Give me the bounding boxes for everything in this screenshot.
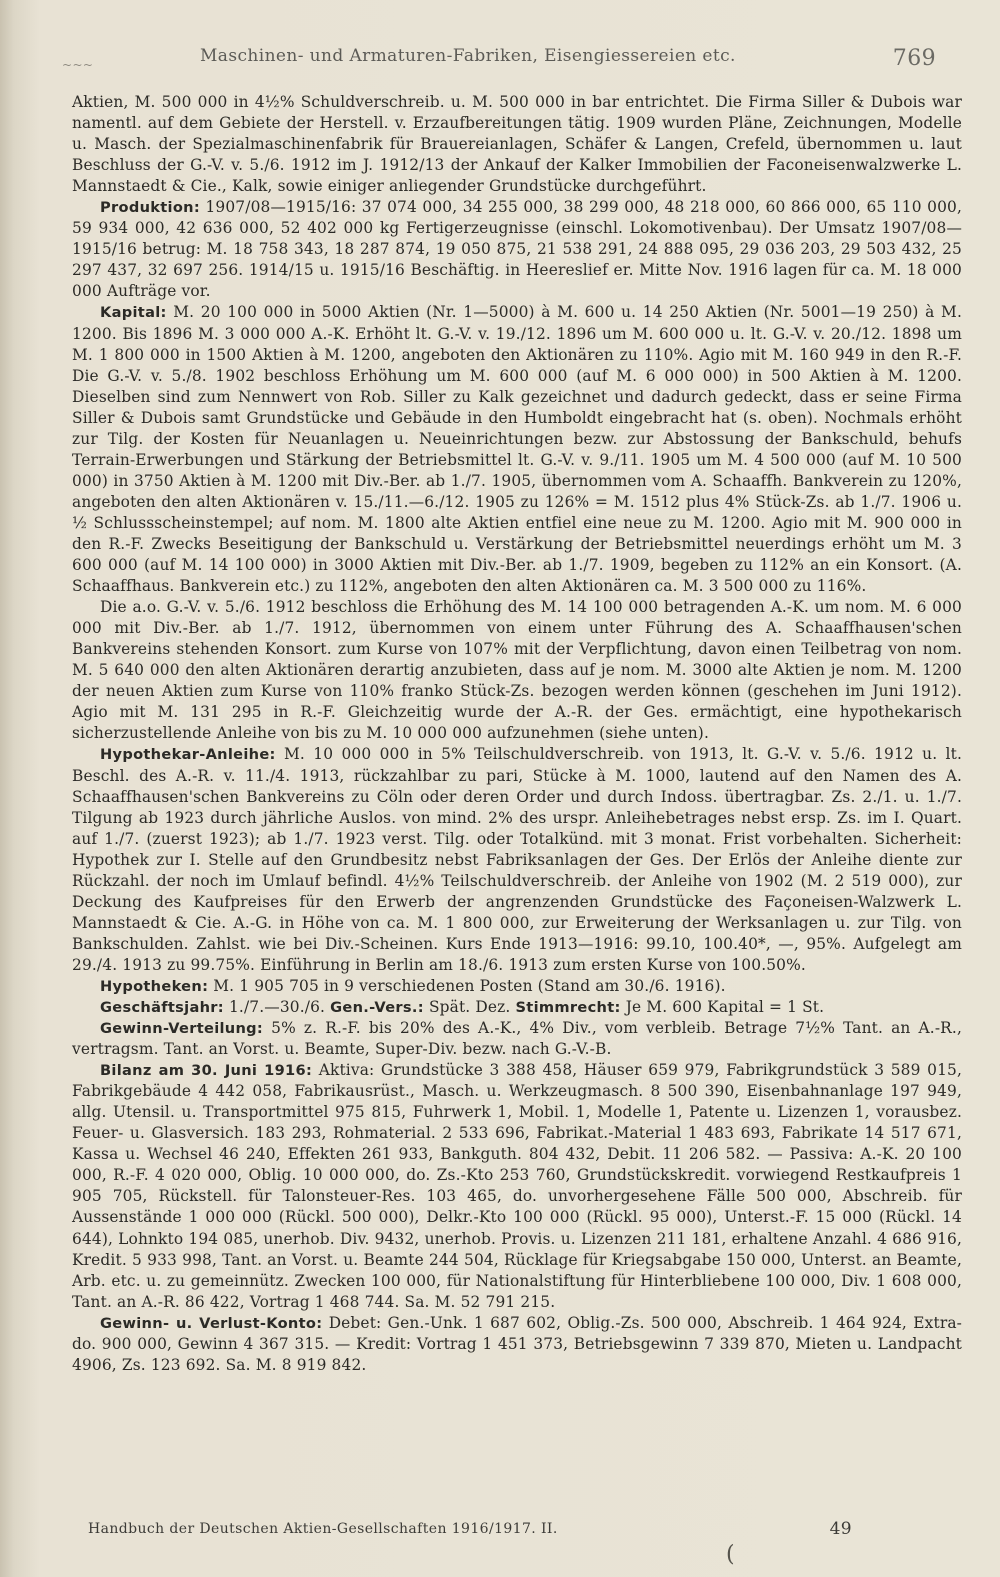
paragraph-history bbox=[72, 92, 962, 197]
corner-mark: ~~~ bbox=[62, 58, 94, 72]
document-body bbox=[72, 92, 962, 1376]
section-label: Produktion: bbox=[100, 199, 200, 217]
section-label: Geschäftsjahr: bbox=[100, 999, 224, 1017]
sheet-number: 49 bbox=[829, 1519, 852, 1539]
paragraph-text: M. 20 100 000 in 5000 Aktien (Nr. 1—5000) à M. 600 u. 14 250 Aktien (Nr. 5001—19 250) à M. 1200. Bis 1896 M. 3 000 000 A.-K. Erhöht lt. G.-V. v. 19./12. 1896 um M. 600 000 u. lt. G.-V. v. 20./12. 1898 um M. 1 800 000 in 1500 Aktien à M. 1200, angeboten den Aktionären zu 110%. Agio mit M. 160 949 in den R.-F. Die G.-V. v. 5./8. 1902 beschloss Erhöhung um M. 600 000 (auf M. 6 000 000) in 500 Aktien à M. 1200. Dieselben sind zum Nennwert von Rob. Siller zu Kalk gezeichnet und dadurch gedeckt, dass er seine Firma Siller & Dubois samt Grundstücke und Gebäude in den Humboldt eingebracht hat (s. oben). Nochmals erhöht zur Tilg. der Kosten für Neuanlagen u. Neueinrichtungen bezw. zur Abstossung der Bankschuld, behufs Terrain-Erwerbungen und Stärkung der Betriebsmittel lt. G.-V. v. 9./11. 1905 um M. 4 500 000 (auf M. 10 500 000) in 3750 Aktien à M. 1200 mit Div.-Ber. ab 1./7. 1905, übernommen vom A. Schaaffh. Bankverein zu 120%, angeboten den alten Aktionären v. 15./11.—6./12. 1905 zu 126% = M. 1512 plus 4% Stück-Zs. ab 1./7. 1906 u. ½ Schlussscheinstempel; auf nom. M. 1800 alte Aktien entfiel eine neue zu M. 1200. Agio mit M. 900 000 in den R.-F. Zwecks Beseitigung der Bankschuld u. Verstärkung der Betriebsmittel neuerdings erhöht um M. 3 600 000 (auf M. 14 100 000) in 3000 Aktien mit Div.-Ber. ab 1./7. 1909, begeben zu 112% an ein Konsort. (A. Schaaffhaus. Bankverein etc.) zu 112%, angeboten den alten Aktionären ca. M. 3 500 000 zu 116%. bbox=[72, 303, 963, 596]
paragraph-hypothekar-anleihe bbox=[72, 744, 962, 976]
bottom-mark: ( bbox=[726, 1542, 735, 1567]
section-label: Hypotheken: bbox=[100, 977, 209, 995]
section-label: Gewinn- u. Verlust-Konto: bbox=[100, 1314, 323, 1332]
paragraph-geschaeftsjahr bbox=[72, 997, 962, 1018]
paragraph-text: Aktiva: Grundstücke 3 388 458, Häuser 659 979, Fabrikgrundstück 3 589 015, Fabrikgebäude 4 442 058, Fabrikausrüst., Masch. u. Werkzeugmasch. 8 500 390, Eisenbahnanlage 197 949, allg. Utensil. u. Transportmittel 975 815, Fuhrwerk 1, Mobil. 1, Modelle 1, Patente u. Lizenzen 1, vorausbez. Feuer- u. Glasversich. 183 293, Rohmaterial. 2 533 696, Fabrikat.-Material 1 483 693, Fabrikate 14 517 671, Kassa u. Wechsel 46 240, Effekten 261 933, Bankguth. 804 432, Debit. 11 206 582. — Passiva: A.-K. 20 100 000, R.-F. 4 020 000, Oblig. 10 000 000, do. Zs.-Kto 253 760, Grundstückskredit. vorwiegend Restkaufpreis 1 905 705, Rückstell. für Talonsteuer-Res. 103 465, do. unvorhergesehene Fälle 500 000, Abschreib. für Aussenstände 1 000 000 (Rückl. 500 000), Delkr.-Kto 100 000 (Rückl. 95 000), Unterst.-F. 15 000 (Rückl. 14 644), Lohnkto 194 085, unerhob. Div. 9432, unerhob. Provis. u. Lizenzen 211 181, erhaltene Anzahl. 4 686 916, Kredit. 5 933 998, Tant. an Vorst. u. Beamte 244 504, Rücklage für Kriegsabgabe 150 000, Unterst. an Beamte, Arb. etc. u. zu gemeinnütz. Zwecken 100 000, für Nationalstiftung für Hinterbliebene 100 000, Div. 1 608 000, Tant. an A.-R. 86 422, Vortrag 1 468 744. Sa. M. 52 791 215. bbox=[72, 1061, 962, 1311]
paragraph-text: 1907/08—1915/16: 37 074 000, 34 255 000, 38 299 000, 48 218 000, 60 866 000, 65 110 000, 59 934 000, 42 636 000, 52 402 000 kg Fertigerzeugnisse (einschl. Lokomotivenbau). Der Umsatz 1907/08—1915/16 betrug: M. 18 758 343, 18 287 874, 19 050 875, 21 538 291, 24 888 095, 29 036 203, 29 503 432, 25 297 437, 32 697 256. 1914/15 u. 1915/16 Beschäftig. in Heereslief er. Mitte Nov. 1916 lagen für ca. M. 18 000 000 Aufträge vor. bbox=[72, 198, 962, 301]
paragraph-text: Aktien, M. 500 000 in 4½% Schuldverschreib. u. M. 500 000 in bar entrichtet. Die Firma Siller & Dubois war namentl. auf dem Gebiete der Herstell. v. Erzaufbereitungen tätig. 1909 wurden Pläne, Zeichnungen, Modelle u. Masch. der Spezialmaschinenfabrik für Brauereianlagen, Schäfer & Langen, Crefeld, übernommen u. laut Beschluss der G.-V. v. 5./6. 1912 im J. 1912/13 der Ankauf der Kalker Immobilien der Faconeisenwalzwerke L. Mannstaedt & Cie., Kalk, sowie einiger anliegender Grundstücke durchgeführt. bbox=[72, 93, 962, 196]
header-title: Maschinen- und Armaturen-Fabriken, Eisengiessereien etc. bbox=[200, 46, 736, 66]
page-number: 769 bbox=[892, 46, 936, 71]
paragraph-produktion bbox=[72, 197, 962, 302]
paragraph-kapital-erhoehung bbox=[72, 597, 962, 744]
paragraph-text: 5% z. R.-F. bis 20% des A.-K., 4% Div., vom verbleib. Betrage 7½% Tant. an A.-R., vertragsm. Tant. an Vorst. u. Beamte, Super-Div. bezw. nach G.-V.-B. bbox=[72, 1019, 962, 1059]
section-label: Gen.-Vers.: bbox=[330, 999, 424, 1017]
paragraph-text: 1./7.—30./6. bbox=[228, 998, 326, 1017]
section-label: Hypothekar-Anleihe: bbox=[100, 746, 276, 764]
paragraph-text: Debet: Gen.-Unk. 1 687 602, Oblig.-Zs. 500 000, Abschreib. 1 464 924, Extra- do. 900 000, Gewinn 4 367 315. — Kredit: Vortrag 1 451 373, Betriebsgewinn 7 339 870, Mieten u. Landpacht 4906, Zs. 123 692. Sa. M. 8 919 842. bbox=[72, 1313, 963, 1374]
paragraph-bilanz bbox=[72, 1060, 962, 1313]
paragraph-kapital bbox=[72, 302, 962, 597]
paragraph-text: Spät. Dez. bbox=[428, 998, 511, 1017]
section-label: Kapital: bbox=[100, 304, 167, 322]
paragraph-gewinn-verteilung bbox=[72, 1018, 962, 1060]
section-label: Stimmrecht: bbox=[515, 999, 621, 1017]
paragraph-gewinn-verlust bbox=[72, 1313, 962, 1376]
section-label: Bilanz am 30. Juni 1916: bbox=[100, 1062, 313, 1080]
section-label: Gewinn-Verteilung: bbox=[100, 1020, 264, 1038]
paragraph-text: M. 1 905 705 in 9 verschiedenen Posten (Stand am 30./6. 1916). bbox=[213, 976, 726, 995]
paragraph-text: Je M. 600 Kapital = 1 St. bbox=[625, 998, 825, 1017]
footer-title: Handbuch der Deutschen Aktien-Gesellschaften 1916/1917. II. bbox=[88, 1521, 558, 1537]
paragraph-text: M. 10 000 000 in 5% Teilschuldverschreib. von 1913, lt. G.-V. v. 5./6. 1912 u. lt. Beschl. des A.-R. v. 11./4. 1913, rückzahlbar zu pari, Stücke à M. 1000, lautend auf den Namen des A. Schaaffhausen'schen Bankvereins zu Cöln oder deren Order und durch Indoss. übertragbar. Zs. 2./1. u. 1./7. Tilgung ab 1923 durch jährliche Auslos. von mind. 2% des urspr. Anleihebetrages nebst ersp. Zs. im I. Quart. auf 1./7. (zuerst 1923); ab 1./7. 1923 verst. Tilg. oder Totalkünd. mit 3 monat. Frist vorbehalten. Sicherheit: Hypothek zur I. Stelle auf den Grundbesitz nebst Fabriksanlagen der Ges. Der Erlös der Anleihe diente zur Rückzahl. der noch im Umlauf befindl. 4½% Teilschuldverschreib. der Anleihe von 1902 (M. 2 519 000), zur Deckung des Kaufpreises für den Erwerb der angrenzenden Grundstücke des Façoneisen-Walzwerk L. Mannstaedt & Cie. A.-G. in Höhe von ca. M. 1 800 000, zur Erweiterung der Werksanlagen u. zur Tilg. von Bankschulden. Zahlst. wie bei Div.-Scheinen. Kurs Ende 1913—1916: 99.10, 100.40*, —, 95%. Aufgelegt am 29./4. 1913 zu 99.75%. Einführung in Berlin am 18./6. 1913 zum ersten Kurse von 100.50%. bbox=[72, 745, 962, 974]
running-header bbox=[62, 32, 962, 72]
paragraph-text: Die a.o. G.-V. v. 5./6. 1912 beschloss die Erhöhung des M. 14 100 000 betragenden A.-K. um nom. M. 6 000 000 mit Div.-Ber. ab 1./7. 1912, übernommen von einem unter Führung des A. Schaaffhausen'schen Bankvereins stehenden Konsort. zum Kurse von 107% mit der Verpflichtung, davon einen Teilbetrag von nom. M. 5 640 000 den alten Aktionären derartig anzubieten, dass auf je nom. M. 3000 alte Aktien je nom. M. 1200 der neuen Aktien zum Kurse von 110% franko Stück-Zs. bezogen werden können (geschehen im Juni 1912). Agio mit M. 131 295 in R.-F. Gleichzeitig wurde der A.-R. der Ges. ermächtigt, eine hypothekarisch sicherzustellende Anleihe von bis zu M. 10 000 000 aufzunehmen (siehe unten). bbox=[72, 598, 962, 743]
paragraph-hypotheken bbox=[72, 976, 962, 997]
